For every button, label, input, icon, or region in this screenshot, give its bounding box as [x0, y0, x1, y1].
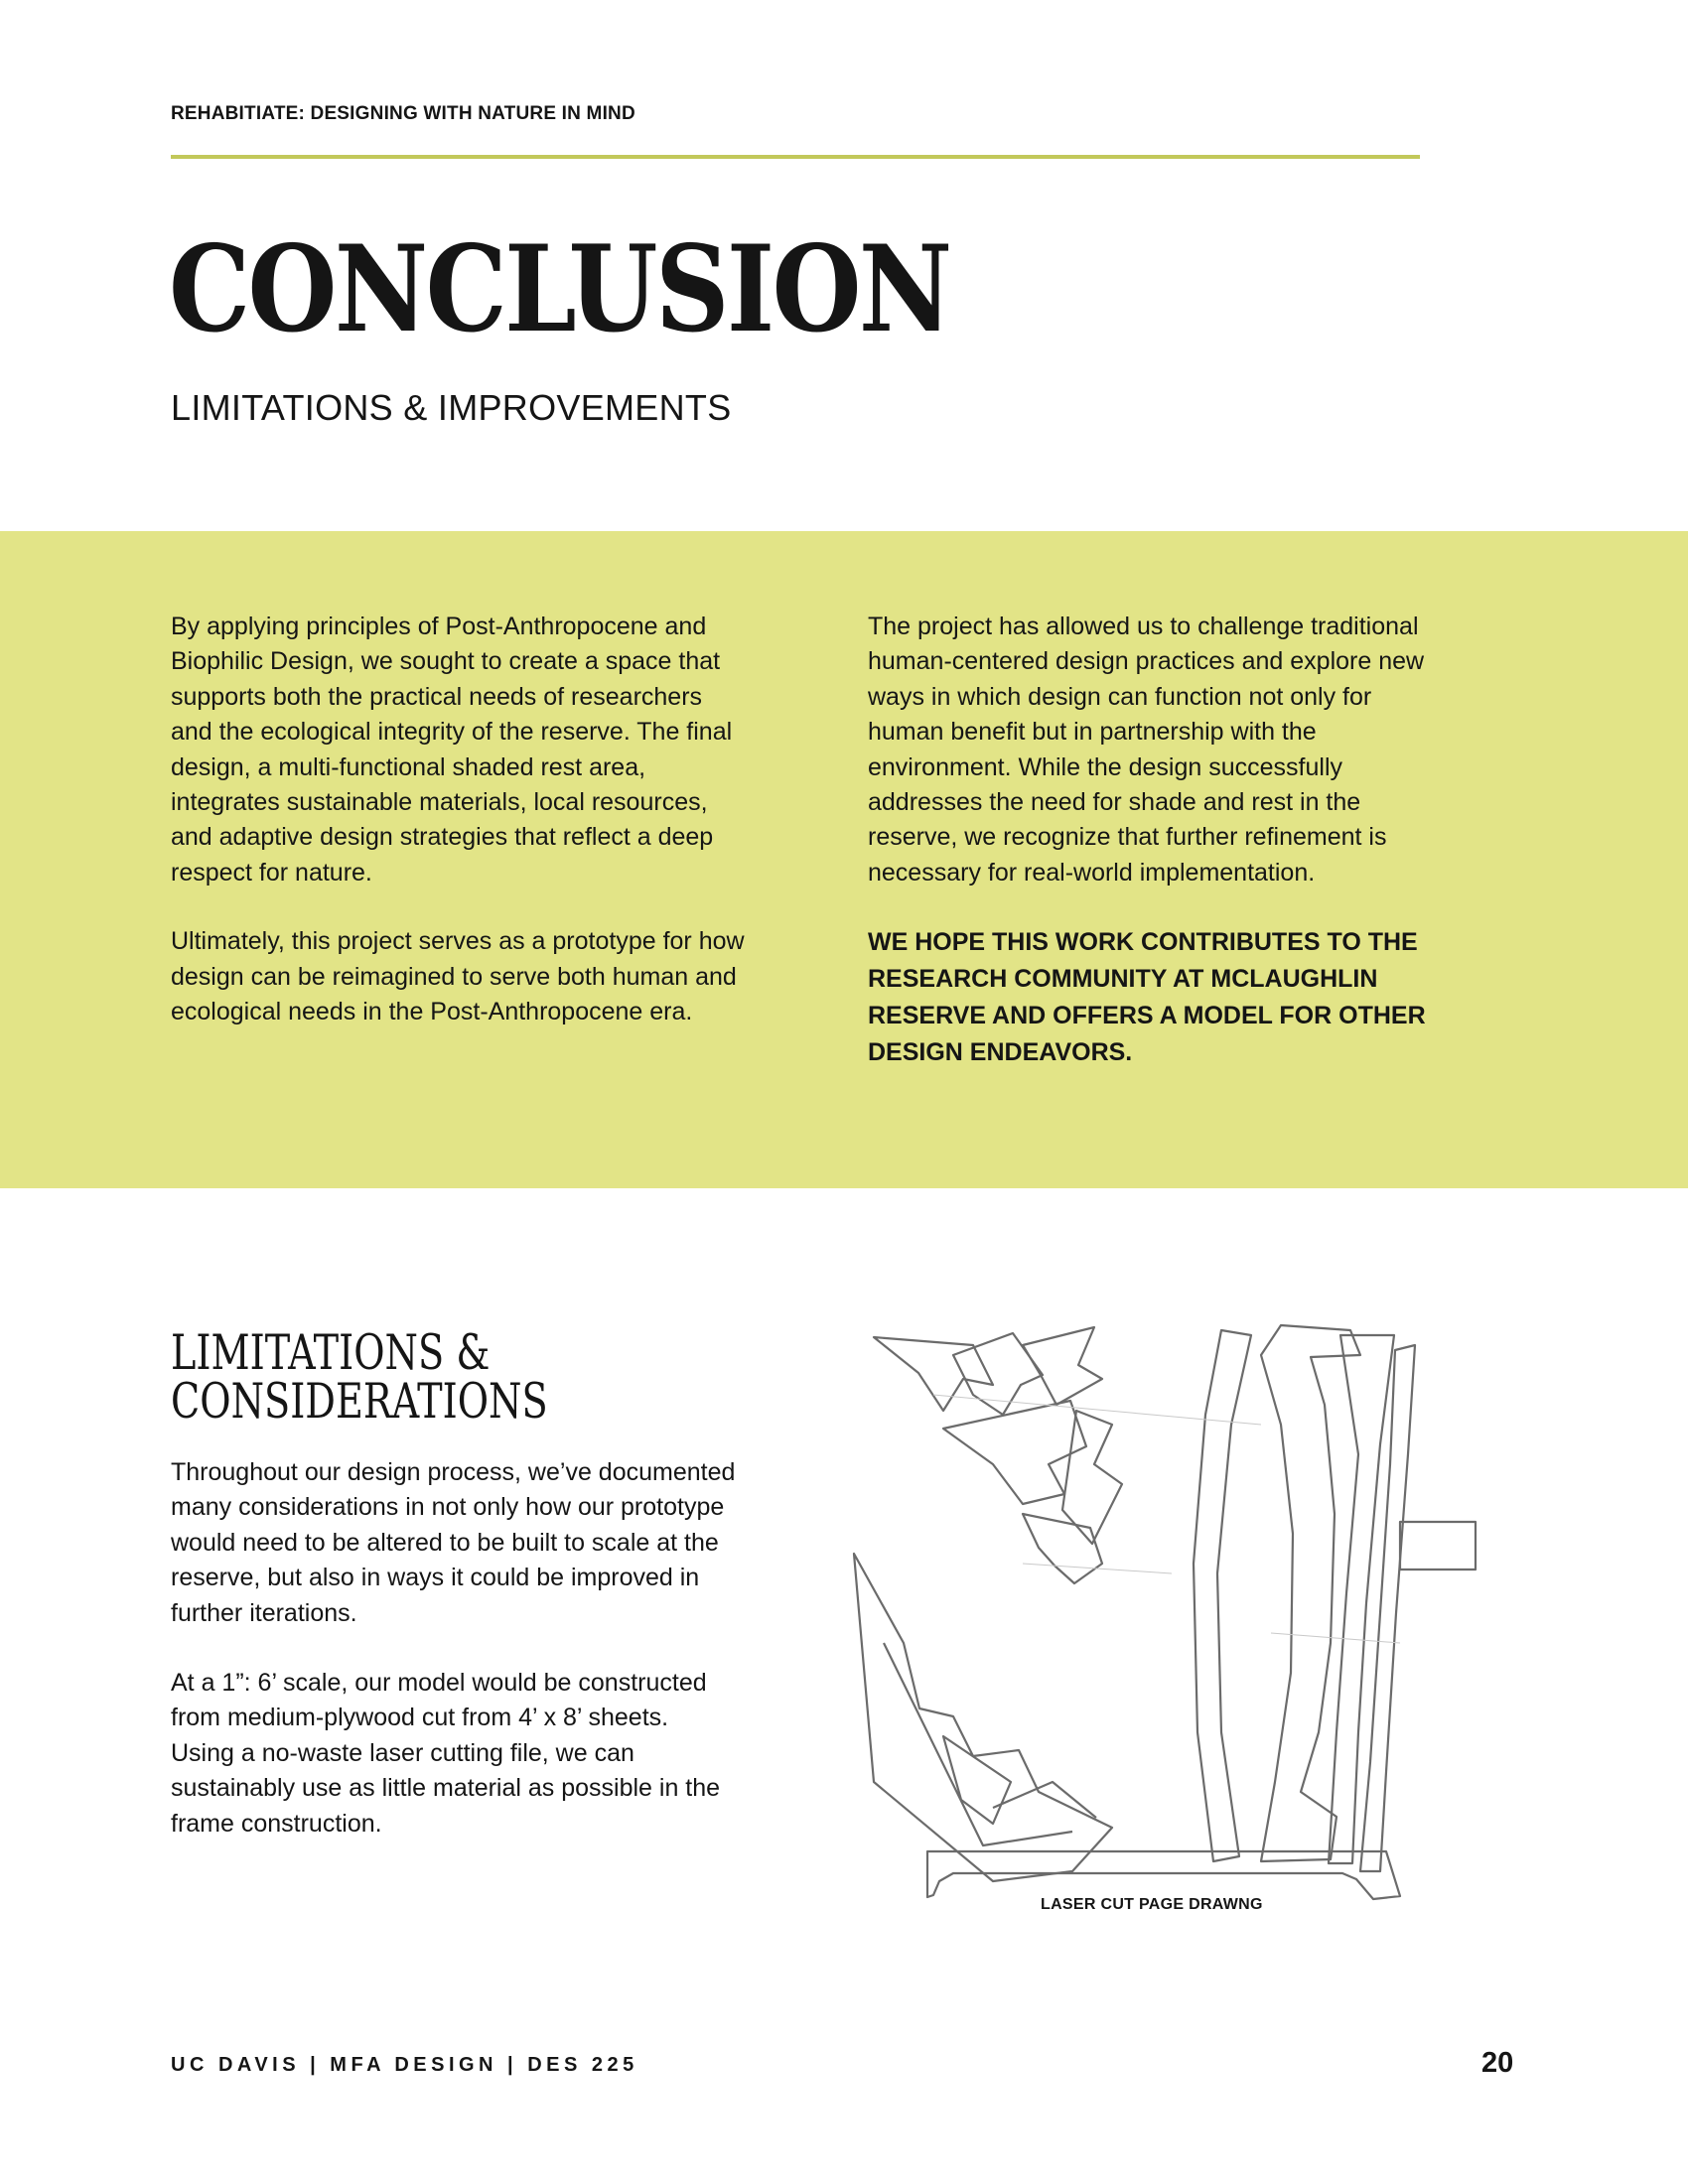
- laser-cut-drawing: [844, 1315, 1495, 1901]
- cut-piece: [1194, 1330, 1251, 1861]
- section-paragraph: At a 1”: 6’ scale, our model would be constructed from medium-plywood cut from 4’ x 8’ sheets. Using a no-waste laser cutting file, we can sustainably use as little material as possible in the frame construction.: [171, 1669, 721, 1838]
- conclusion-paragraph: The project has allowed us to challenge traditional human-centered design practices and explore new ways in which design can function not only for human benefit but in partnership with the environment. While the design successfully addresses the need for shade and rest in the reserve, we recognize that further refinement is necessary for real-world implementation.: [868, 613, 1425, 887]
- figure-caption: LASER CUT PAGE DRAWNG: [1041, 1896, 1263, 1913]
- cut-piece: [1329, 1335, 1394, 1863]
- conclusion-paragraph: Ultimately, this project serves as a prototype for how design can be reimagined to serve both human and ecological needs in the Post-Anthropocene era.: [171, 927, 745, 1026]
- page-title: CONCLUSION: [169, 219, 950, 359]
- cut-piece: [1360, 1345, 1415, 1871]
- section-heading-line: CONSIDERATIONS: [171, 1373, 548, 1430]
- page-subtitle: LIMITATIONS & IMPROVEMENTS: [171, 387, 732, 428]
- cut-piece: [943, 1736, 1011, 1824]
- section-paragraph: Throughout our design process, we’ve documented many considerations in not only how our prototype would need to be altered to be built to scale at the reserve, but also in ways it could be improved in further iterations.: [171, 1458, 736, 1627]
- conclusion-callout: WE HOPE THIS WORK CONTRIBUTES TO THE RESEARCH COMMUNITY AT MCLAUGHLIN RESERVE AND OFFERS A MODEL FOR OTHER DESIGN ENDEAVORS.: [868, 928, 1426, 1067]
- section-body: [171, 1455, 737, 1842]
- cut-piece: [1023, 1327, 1102, 1405]
- cut-piece: [1023, 1514, 1102, 1583]
- conclusion-paragraph: By applying principles of Post-Anthropocene and Biophilic Design, we sought to create a space that supports both the practical needs of researchers and the ecological integrity of the reserve. The final design, a multi-functional shaded rest area, integrates sustainable materials, local resources, and adaptive design strategies that reflect a deep respect for nature.: [171, 613, 733, 887]
- section-heading: [171, 1324, 548, 1430]
- conclusion-left-column: [171, 610, 747, 1029]
- cut-piece: [854, 1554, 1112, 1881]
- running-header: REHABITIATE: DESIGNING WITH NATURE IN MIND: [171, 103, 635, 124]
- footer-text: UC DAVIS | MFA DESIGN | DES 225: [171, 2054, 638, 2076]
- page-number: 20: [1481, 2047, 1514, 2079]
- section-heading-line: LIMITATIONS &: [171, 1324, 491, 1381]
- cut-piece: [1400, 1522, 1476, 1570]
- conclusion-right-column: [868, 610, 1434, 1071]
- header-rule: [171, 155, 1420, 159]
